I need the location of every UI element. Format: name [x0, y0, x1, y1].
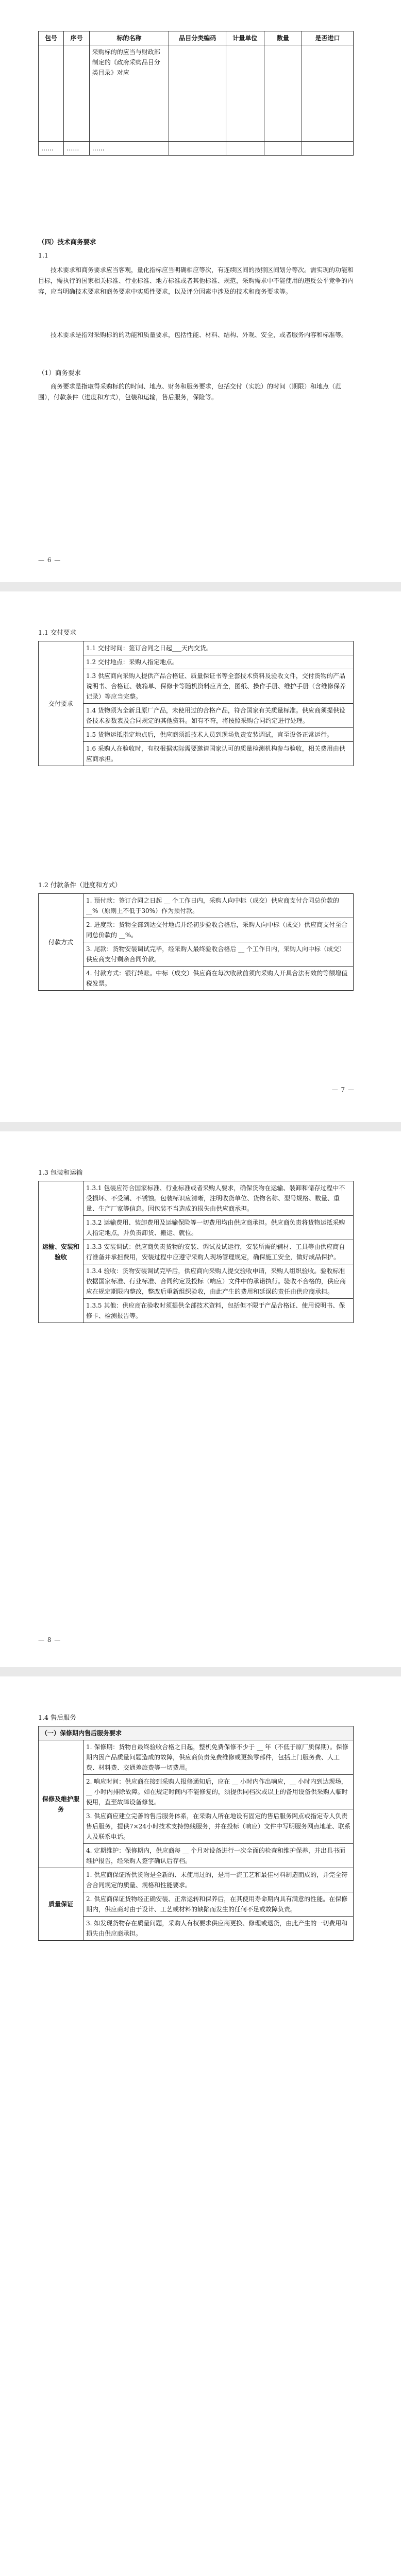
section-title-delivery: 1.1 交付要求	[38, 629, 76, 636]
page-number: — 7 —	[331, 1086, 355, 1093]
packaging-table	[38, 1181, 354, 1323]
col-header-code: 品目分类编码	[169, 31, 226, 45]
group-title-warranty: （一）保修期内售后服务要求	[39, 1726, 354, 1740]
paragraph-tech-2: 技术要求是指对采购标的的功能和质量要求，包括性能、材料、结构、外观、安全，或者服务内容和标准等。	[51, 331, 348, 338]
delivery-row: 1.1 交付时间：签订合同之日起___天内交货。	[83, 641, 354, 655]
payment-row: 2. 进度款：货物全部到达交付地点并经初步验收合格后，采购人向中标（成交）供应商支付至合同总价款的 __%。	[83, 918, 354, 942]
section-title-packaging: 1.3 包装和运输	[38, 1168, 83, 1176]
label-delivery: 交付要求	[39, 641, 83, 766]
quality-row: 3. 如发现货物存在质量问题，采购人有权要求供应商更换、修理或退货，由此产生的一切费用和损失由供应商承担。	[83, 1917, 354, 1941]
paragraph-commercial: 商务要求是指取得采购标的的时间、地点、财务和服务要求，包括交付（实施）的时间（期限）和地点（范围），付款条件（进度和方式），包装和运输，售后服务，保险等。	[38, 383, 342, 401]
warranty-row: 2. 响应时间：供应商在接到采购人报修通知后，应在 __ 小时内作出响应，__ 小时内到达现场，__ 小时内排除故障。如在规定时间内不能修复的，须提供同档次或以上的备用设备供采购人临时使用，直至故障设备修复。	[83, 1775, 354, 1809]
table-cell-ellipsis: ……	[89, 142, 169, 156]
section-number: 1.1	[38, 251, 48, 259]
col-header-name: 标的名称	[89, 31, 169, 45]
col-header-imported: 是否进口	[302, 31, 354, 45]
quality-row: 2. 供应商保证货物经正确安装、正常运转和保养后，在其使用寿命期内具有满意的性能。在保修期内，供应商对由于设计、工艺或材料的缺陷而发生的任何不足或故障负责。	[83, 1892, 354, 1917]
document-page-2	[0, 591, 401, 1122]
table-row	[39, 45, 354, 142]
table-header-row	[39, 31, 354, 45]
page-number: — 8 —	[38, 1636, 61, 1643]
col-header-unit: 计量单位	[226, 31, 264, 45]
aftersales-table	[38, 1726, 354, 1941]
page-separator	[0, 1667, 401, 1676]
label-payment: 付款方式	[39, 894, 83, 991]
delivery-row: 1.4 货物须为全新且原厂产品，未使用过的合格产品，符合国家有关质量标准。供应商须提供设备技术参数表及合同规定的其他资料。如有不符，将按照采购合同约定进行处理。	[83, 704, 354, 728]
packaging-row: 1.3.1 包装应符合国家标准、行业标准或者采购人要求，确保货物在运输、装卸和储存过程中不受损坏、不受潮、不锈蚀。包装标识应清晰，注明收货单位、货物名称、型号规格、数量、重量、生产厂家等信息。因包装不当造成的损失由供应商承担。	[83, 1181, 354, 1216]
payment-row: 1. 预付款：签订合同之日起 __ 个工作日内，采购人向中标（成交）供应商支付合同总价款的 __%（原则上不低于30%）作为预付款。	[83, 894, 354, 918]
packaging-row: 1.3.3 安装调试：供应商负责货物的安装、调试及试运行，安装所需的辅材、工具等由供应商自行准备并承担费用，安装过程中应遵守采购人现场管理规定，确保施工安全，做好成品保护。	[83, 1240, 354, 1264]
payment-table	[38, 893, 354, 991]
delivery-table	[38, 641, 354, 766]
table-row	[39, 142, 354, 156]
label-warranty: 保修及维护服务	[39, 1740, 83, 1868]
col-header-package: 包号	[39, 31, 64, 45]
section-title-aftersales: 1.4 售后服务	[38, 1714, 76, 1721]
payment-row: 4. 付款方式：银行转账。中标（成交）供应商在每次收款前须向采购人开具合法有效的等额增值税发票。	[83, 967, 354, 991]
section-title-payment: 1.2 付款条件（进度和方式）	[38, 881, 122, 889]
label-transport: 运输、安装和验收	[39, 1181, 83, 1323]
packaging-row: 1.3.5 其他：供应商在验收时须提供全部技术资料，包括但不限于产品合格证、使用说明书、保修卡、检测报告等。	[83, 1299, 354, 1323]
subsection-commercial: （1）商务要求	[38, 369, 81, 377]
delivery-row: 1.3 供应商向采购人提供产品合格证、质量保证书等全套技术资料及验收文件，交付货物的产品说明书、合格证、装箱单、保修卡等随机资料应齐全，图纸、操作手册、维护手册（含维修保养记录）等应当完整。	[83, 669, 354, 704]
document-page-1	[0, 0, 401, 582]
col-header-seq: 序号	[64, 31, 89, 45]
packaging-row: 1.3.4 验收：货物安装调试完毕后，供应商向采购人提交验收申请，采购人组织验收。验收标准依据国家标准、行业标准、合同约定及投标（响应）文件中的承诺执行。验收不合格的，供应商应在规定期限内整改，整改后重新组织验收，由此产生的费用和延误的责任由供应商承担。	[83, 1264, 354, 1299]
label-quality: 质量保证	[39, 1868, 83, 1941]
section-title-tech: （四）技术商务要求	[38, 238, 96, 246]
payment-row: 3. 尾款：货物安装调试完毕，经采购人最终验收合格后 __ 个工作日内，采购人向中标（成交）供应商支付剩余合同价款。	[83, 942, 354, 967]
delivery-row: 1.6 采购人在验收时，有权根据实际需要邀请国家认可的质量检测机构参与验收，相关费用由供应商承担。	[83, 742, 354, 766]
page-separator	[0, 582, 401, 591]
warranty-row: 4. 定期维护：保修期内，供应商每 __ 个月对设备进行一次全面的检查和维护保养，并出具书面维护报告，经采购人签字确认后存档。	[83, 1844, 354, 1868]
document-page-4	[0, 1676, 401, 2576]
quality-row: 1. 供应商保证所供货物是全新的、未使用过的，是用一流工艺和最佳材料制造而成的，并完全符合合同规定的质量、规格和性能要求。	[83, 1868, 354, 1892]
document-page-3	[0, 1131, 401, 1667]
table-cell-desc: 采购标的的应当与财政部制定的《政府采购品目分类目录》对应	[89, 45, 169, 142]
table-cell-ellipsis: ……	[39, 142, 64, 156]
warranty-row: 3. 供应商应建立完善的售后服务体系，在采购人所在地设有固定的售后服务网点或指定专人负责售后服务，提供7×24小时技术支持热线服务，并在投标（响应）文件中写明服务网点地址、联系人及联系电话。	[83, 1809, 354, 1844]
procurement-items-table	[38, 31, 354, 156]
warranty-row: 1. 保修期：货物自最终验收合格之日起，整机免费保修不少于 __ 年（不低于原厂质保期）。保修期内因产品质量问题造成的故障，供应商负责免费维修或更换零部件，包括上门服务费、人工费、材料费、交通差旅费等一切费用。	[83, 1740, 354, 1775]
paragraph-tech-1: 技术要求和商务要求应当客观，量化指标应当明确相应等次，有连续区间的按照区间划分等次。需实现的功能和目标，需执行的国家相关标准、行业标准、地方标准或者其他标准、规范，采购需求中不能使用的违反公平竞争的内容，应当明确技术要求和商务要求中实质性要求，以及评分因素中涉及的技术和商务要求等。	[38, 266, 354, 295]
table-cell-ellipsis: ……	[64, 142, 89, 156]
delivery-row: 1.2 交付地点：采购人指定地点。	[83, 655, 354, 669]
packaging-row: 1.3.2 运输费用、装卸费用及运输保险等一切费用均由供应商承担。供应商负责将货物运抵采购人指定地点，并负责卸货、搬运、就位。	[83, 1216, 354, 1240]
page-separator	[0, 1122, 401, 1131]
page-number: — 6 —	[38, 556, 61, 564]
delivery-row: 1.5 货物运抵指定地点后，供应商须派技术人员到现场负责安装调试，直至设备正常运行。	[83, 728, 354, 742]
col-header-qty: 数量	[264, 31, 302, 45]
